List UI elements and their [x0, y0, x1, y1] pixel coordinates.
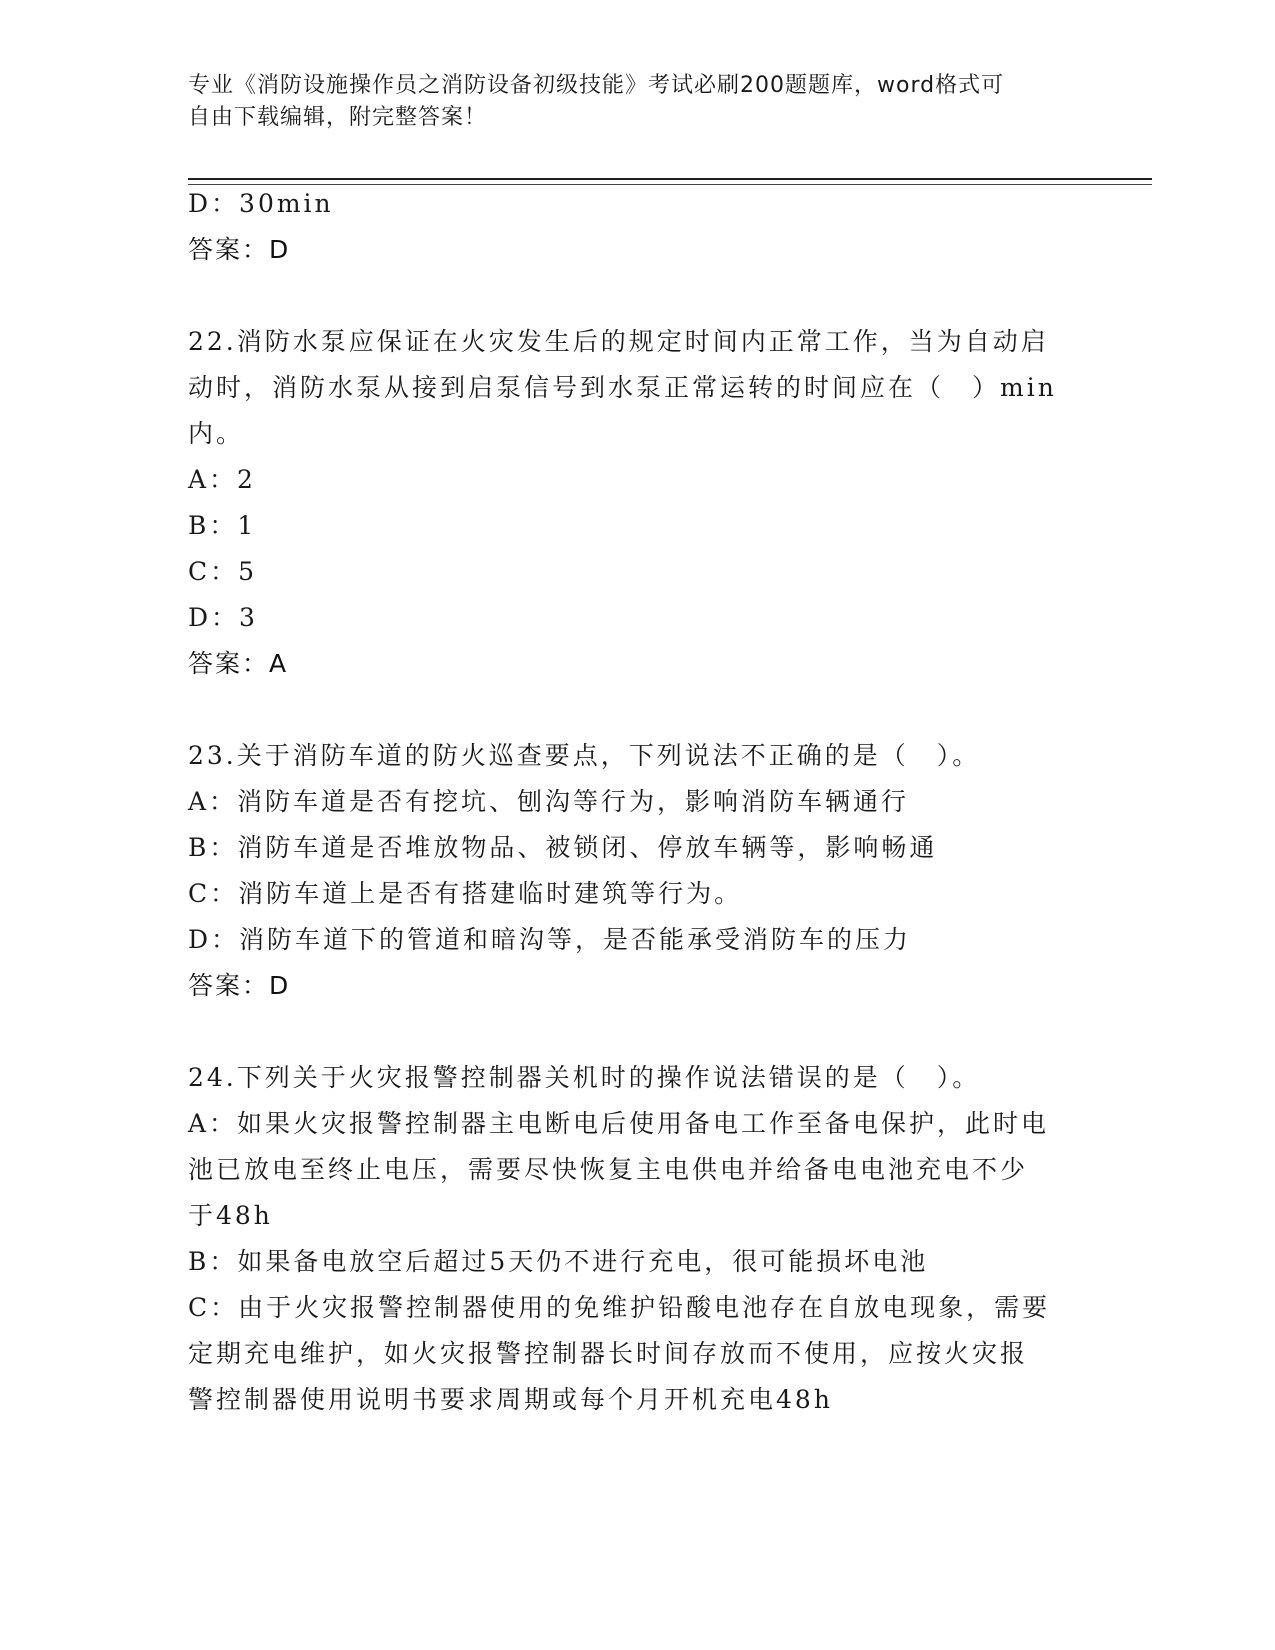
q23-option-b: B：消防车道是否堆放物品、被锁闭、停放车辆等，影响畅通	[188, 833, 938, 862]
q22-stem-line-1: 22.消防水泵应保证在火灾发生后的规定时间内正常工作，当为自动启	[188, 327, 1049, 356]
q24-stem: 24.下列关于火灾报警控制器关机时的操作说法错误的是（ ）。	[188, 1063, 981, 1092]
q22-answer: 答案：A	[188, 649, 289, 678]
q24-option-c-line-3: 警控制器使用说明书要求周期或每个月开机充电48h	[188, 1385, 833, 1414]
q23-answer: 答案：D	[188, 971, 291, 1000]
q23-option-c: C：消防车道上是否有搭建临时建筑等行为。	[188, 879, 743, 908]
q24-option-c-line-1: C：由于火灾报警控制器使用的免维护铅酸电池存在自放电现象，需要	[188, 1293, 1051, 1322]
q23-option-d: D：消防车道下的管道和暗沟等，是否能承受消防车的压力	[188, 925, 912, 954]
document-header	[188, 70, 1088, 134]
question-21-tail	[188, 181, 1088, 273]
spacer	[188, 273, 1088, 319]
spacer	[188, 1009, 1088, 1055]
q22-option-a: A：2	[188, 465, 256, 494]
document-body	[188, 181, 1088, 1423]
q24-option-a-line-1: A：如果火灾报警控制器主电断电后使用备电工作至备电保护，此时电	[188, 1109, 1050, 1138]
q22-option-c: C：5	[188, 557, 258, 586]
spacer	[188, 687, 1088, 733]
q23-option-a: A：消防车道是否有挖坑、刨沟等行为，影响消防车辆通行	[188, 787, 910, 816]
q24-option-a-line-2: 池已放电至终止电压，需要尽快恢复主电供电并给备电电池充电不少	[188, 1155, 1029, 1184]
question-24	[188, 1055, 1088, 1423]
q24-option-c-line-2: 定期充电维护，如火灾报警控制器长时间存放而不使用，应按火灾报	[188, 1339, 1029, 1368]
q21-option-d: D：30min	[188, 189, 334, 218]
question-23	[188, 733, 1088, 1009]
q22-stem-line-3: 内。	[188, 419, 245, 448]
header-divider-thick	[188, 178, 1152, 180]
header-line-1: 专业《消防设施操作员之消防设备初级技能》考试必刷200题题库，word格式可	[188, 73, 1005, 98]
question-22	[188, 319, 1088, 687]
q21-answer: 答案：D	[188, 235, 291, 264]
q23-stem: 23.关于消防车道的防火巡查要点，下列说法不正确的是（ ）。	[188, 741, 981, 770]
q22-stem-line-2: 动时，消防水泵从接到启泵信号到水泵正常运转的时间应在（ ）min	[188, 373, 1057, 402]
q24-option-a-line-3: 于48h	[188, 1201, 273, 1230]
q22-option-b: B：1	[188, 511, 257, 540]
q24-option-b: B：如果备电放空后超过5天仍不进行充电，很可能损坏电池	[188, 1247, 929, 1276]
header-line-2: 自由下载编辑，附完整答案！	[188, 105, 488, 130]
q22-option-d: D：3	[188, 603, 258, 632]
